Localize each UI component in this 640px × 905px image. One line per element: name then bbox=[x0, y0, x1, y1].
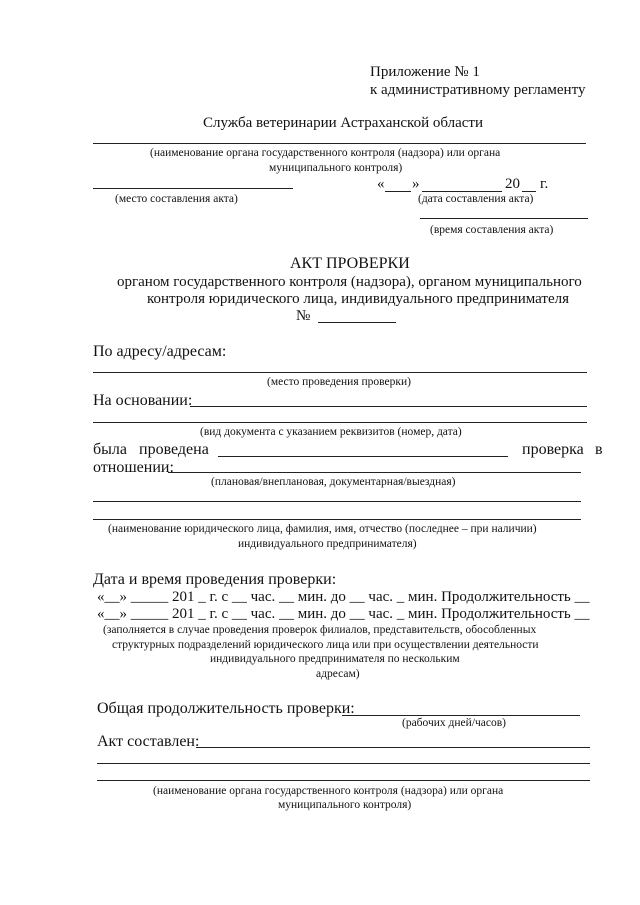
date-caption: (дата составления акта) bbox=[418, 193, 534, 205]
inspection-word-was: была bbox=[93, 441, 127, 458]
appendix-regulation: к административному регламенту bbox=[370, 82, 586, 98]
datetime-note-1: (заполняется в случае проведения проверок филиалов, представительств, обособленных bbox=[103, 624, 537, 636]
date-year-suffix: г. bbox=[540, 176, 549, 192]
inspection-type-caption: (плановая/внеплановая, документарная/выездная) bbox=[211, 476, 456, 488]
address-caption: (место проведения проверки) bbox=[267, 376, 411, 388]
act-subtitle-2: контроля юридического лица, индивидуального предпринимателя bbox=[147, 291, 570, 307]
appendix-number: Приложение № 1 bbox=[370, 64, 480, 80]
time-caption: (время составления акта) bbox=[430, 224, 554, 236]
compiled-underline-1[interactable] bbox=[196, 747, 590, 748]
entity-underline-1[interactable] bbox=[93, 501, 581, 502]
act-subtitle-1: органом государственного контроля (надзора), органом муниципального bbox=[117, 274, 582, 290]
act-title: АКТ ПРОВЕРКИ bbox=[290, 255, 410, 272]
org-name: Служба ветеринарии Астраханской области bbox=[203, 115, 483, 131]
datetime-label: Дата и время проведения проверки: bbox=[93, 571, 337, 588]
entity-underline-2[interactable] bbox=[93, 519, 581, 520]
compiled-label: Акт составлен: bbox=[97, 733, 200, 750]
inspection-word-check: проверка bbox=[522, 441, 584, 458]
address-underline[interactable] bbox=[93, 372, 587, 373]
duration-label: Общая продолжительность проверки: bbox=[97, 700, 355, 717]
inspection-word-in: в bbox=[595, 441, 603, 458]
inspection-type-field[interactable] bbox=[218, 456, 508, 457]
entity-caption-1: (наименование юридического лица, фамилия, имя, отчество (последнее – при наличии) bbox=[108, 523, 537, 535]
basis-caption: (вид документа с указанием реквизитов (номер, дата) bbox=[200, 426, 462, 438]
date-day-field[interactable] bbox=[385, 191, 411, 192]
compiled-underline-2[interactable] bbox=[97, 763, 590, 764]
inspection-regard-label: отношении: bbox=[93, 459, 174, 476]
org-caption-1: (наименование органа государственного контроля (надзора) или органа bbox=[150, 147, 501, 159]
date-quote-open: « bbox=[377, 176, 385, 192]
duration-caption: (рабочих дней/часов) bbox=[402, 717, 507, 729]
date-month-field[interactable] bbox=[422, 191, 502, 192]
basis-label: На основании: bbox=[93, 392, 193, 409]
place-underline bbox=[93, 188, 293, 189]
compiled-underline-3[interactable] bbox=[97, 780, 590, 781]
basis-underline-1[interactable] bbox=[190, 406, 587, 407]
date-year-prefix: 20 bbox=[505, 176, 520, 192]
datetime-note-4: адресам) bbox=[316, 668, 360, 680]
org-caption-2: муниципального контроля) bbox=[269, 162, 403, 174]
duration-field[interactable] bbox=[342, 715, 580, 716]
inspection-regard-field[interactable] bbox=[168, 472, 581, 473]
date-year-field[interactable] bbox=[522, 191, 536, 192]
datetime-note-2: структурных подразделений юридического лица или при осуществлении деятельности bbox=[112, 639, 539, 651]
time-underline[interactable] bbox=[420, 218, 588, 219]
address-label: По адресу/адресам: bbox=[93, 343, 227, 360]
datetime-note-3: индивидуального предпринимателя по нескольким bbox=[210, 653, 460, 665]
act-number-label: № bbox=[296, 308, 311, 324]
compiled-caption-2: муниципального контроля) bbox=[278, 799, 412, 811]
datetime-row-2[interactable]: «__» _____ 201 _ г. с __ час. __ мин. до __ час. _ мин. Продолжительность __ bbox=[97, 606, 590, 622]
date-quote-close: » bbox=[412, 176, 420, 192]
act-number-field[interactable] bbox=[318, 322, 396, 323]
compiled-caption-1: (наименование органа государственного контроля (надзора) или органа bbox=[153, 785, 504, 797]
datetime-row-1[interactable]: «__» _____ 201 _ г. с __ час. __ мин. до __ час. _ мин. Продолжительность __ bbox=[97, 589, 590, 605]
place-caption: (место составления акта) bbox=[115, 193, 238, 205]
entity-caption-2: индивидуального предпринимателя) bbox=[238, 538, 417, 550]
org-underline bbox=[93, 143, 586, 144]
inspection-word-conducted: проведена bbox=[139, 441, 209, 458]
basis-underline-2[interactable] bbox=[93, 422, 587, 423]
